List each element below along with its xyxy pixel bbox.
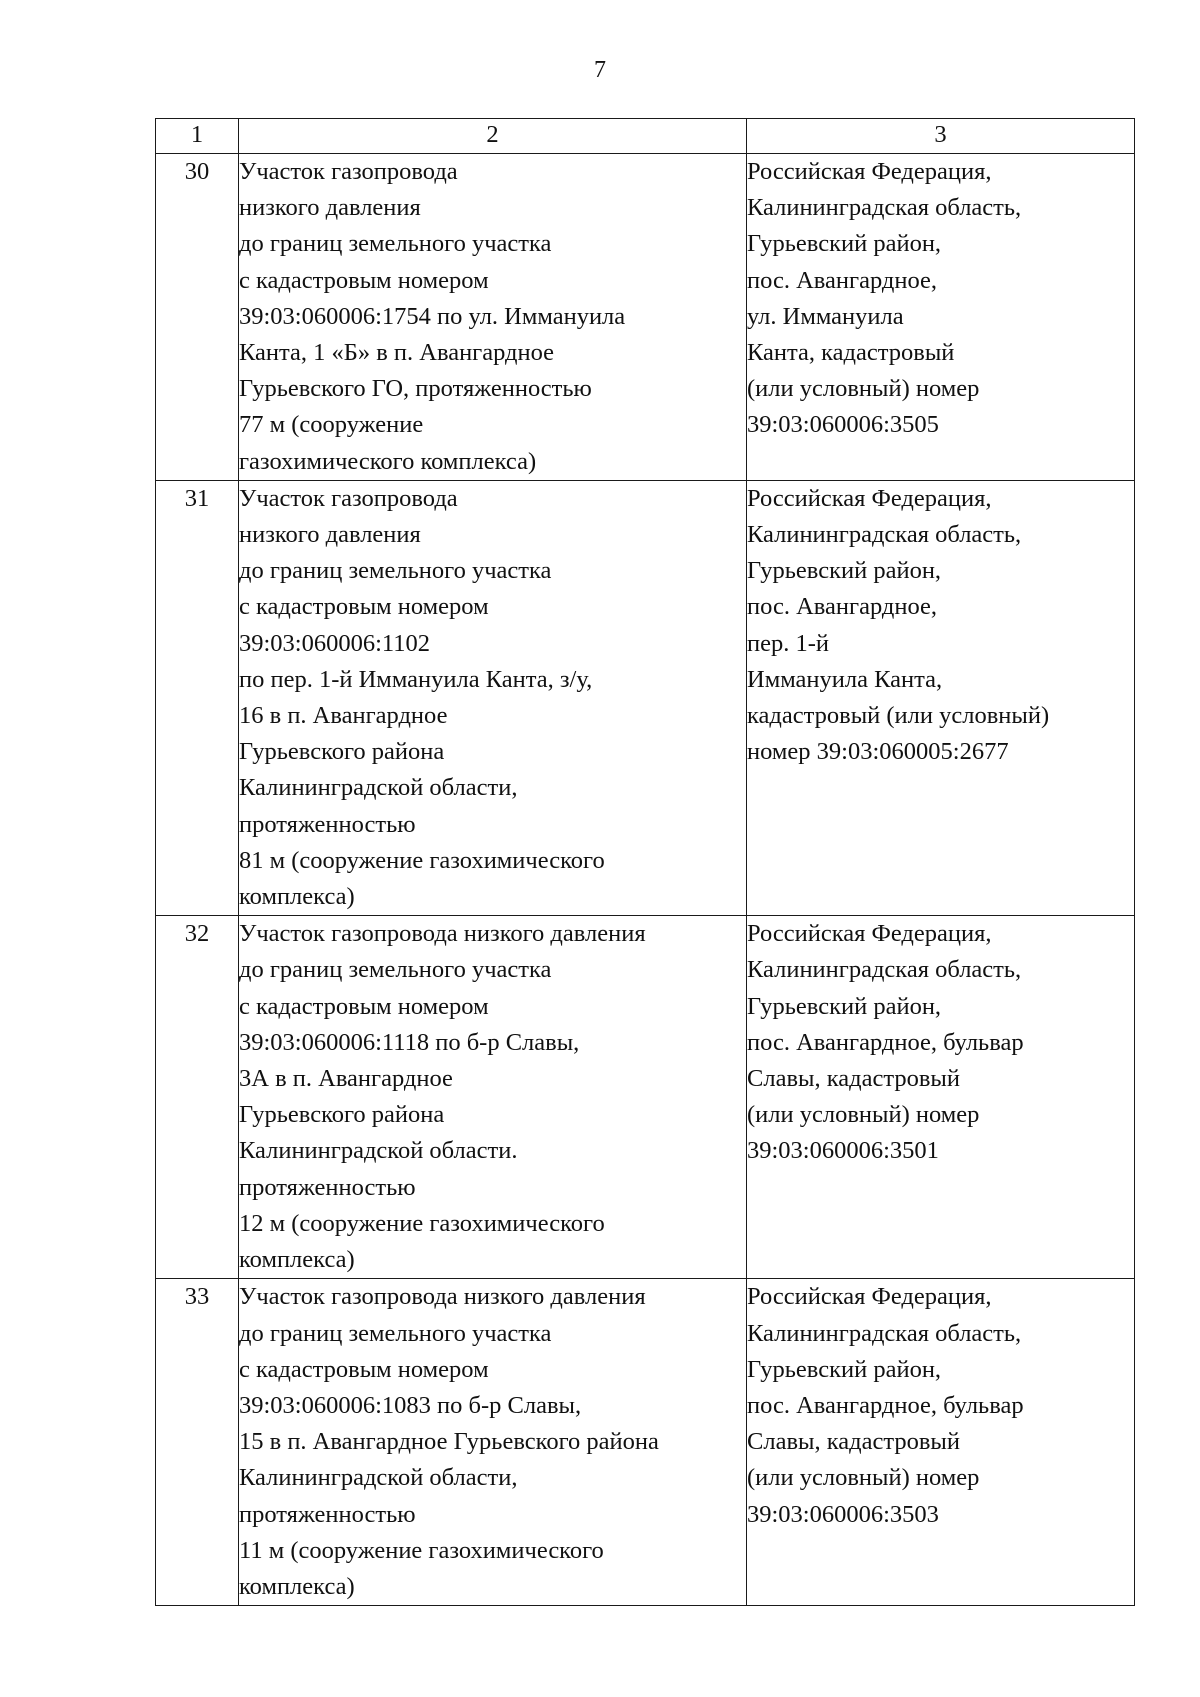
object-description	[239, 916, 747, 1279]
object-address	[747, 480, 1135, 915]
address-line: пос. Авангардное,	[747, 266, 937, 294]
description-line: 81 м (сооружение газохимического	[239, 846, 605, 874]
address-line: пос. Авангардное,	[747, 593, 937, 621]
header-col-2: 2	[239, 119, 747, 154]
object-description	[239, 1279, 747, 1606]
address-line: кадастровый (или условный)	[747, 702, 1050, 730]
row-number: 33	[156, 1279, 239, 1606]
description-line: 39:03:060006:1754 по ул. Иммануила	[239, 302, 626, 330]
description-line: 11 м (сооружение газохимического	[239, 1536, 604, 1564]
address-line: (или условный) номер	[747, 375, 980, 403]
description-line: Калининградской области,	[239, 774, 518, 802]
description-line: низкого давления	[239, 521, 421, 549]
address-line: пос. Авангардное, бульвар	[747, 1028, 1024, 1056]
object-address	[747, 154, 1135, 481]
object-description	[239, 480, 747, 915]
description-line: комплекса)	[239, 1572, 355, 1600]
address-line: Российская Федерация,	[747, 484, 992, 512]
description-line: Гурьевского района	[239, 1101, 445, 1129]
description-line: Калининградской области,	[239, 1464, 518, 1492]
address-line: Гурьевский район,	[747, 230, 942, 258]
description-line: 12 м (сооружение газохимического	[239, 1209, 605, 1237]
description-line: до границ земельного участка	[239, 230, 552, 258]
address-line: Калининградская область,	[747, 521, 1022, 549]
address-line: Гурьевский район,	[747, 1355, 942, 1383]
description-line: Гурьевского ГО, протяженностью	[239, 375, 592, 403]
table-row	[156, 154, 1135, 481]
description-line: комплекса)	[239, 1246, 355, 1274]
description-line: с кадастровым номером	[239, 266, 489, 294]
description-line: протяженностью	[239, 1173, 416, 1201]
description-line: 39:03:060006:1118 по б-р Славы,	[239, 1028, 580, 1056]
address-line: пос. Авангардное, бульвар	[747, 1391, 1024, 1419]
address-line: Славы, кадастровый	[747, 1428, 960, 1456]
description-line: Участок газопровода	[239, 158, 458, 185]
description-line: 3А в п. Авангардное	[239, 1065, 453, 1093]
description-line: протяженностью	[239, 1500, 416, 1528]
description-line: Калининградской области.	[239, 1137, 518, 1165]
address-line: Калининградская область,	[747, 956, 1022, 984]
address-line: Российская Федерация,	[747, 920, 992, 948]
table-row	[156, 916, 1135, 1279]
description-line: Участок газопровода низкого давления	[239, 1283, 646, 1311]
table-header-row	[156, 119, 1135, 154]
table-header	[156, 119, 1135, 154]
object-address	[747, 1279, 1135, 1606]
address-line: Российская Федерация,	[747, 158, 992, 185]
address-line: (или условный) номер	[747, 1101, 980, 1129]
address-line: Иммануила Канта,	[747, 665, 943, 693]
description-line: Гурьевского района	[239, 738, 445, 766]
description-line: по пер. 1-й Иммануила Канта, з/у,	[239, 665, 593, 693]
description-line: 39:03:060006:1102	[239, 629, 431, 657]
row-number: 32	[156, 916, 239, 1279]
address-line: 39:03:060006:3503	[747, 1500, 939, 1528]
header-col-1: 1	[156, 119, 239, 154]
address-line: (или условный) номер	[747, 1464, 980, 1492]
description-line: 15 в п. Авангардное Гурьевского района	[239, 1428, 659, 1456]
address-line: номер 39:03:060005:2677	[747, 738, 1009, 766]
address-line: 39:03:060006:3501	[747, 1137, 939, 1165]
description-line: низкого давления	[239, 194, 421, 222]
description-line: с кадастровым номером	[239, 593, 489, 621]
description-line: 39:03:060006:1083 по б-р Славы,	[239, 1391, 582, 1419]
row-number: 31	[156, 480, 239, 915]
address-line: пер. 1-й	[747, 629, 830, 657]
address-line: Калининградская область,	[747, 194, 1022, 222]
description-line: с кадастровым номером	[239, 992, 489, 1020]
description-line: с кадастровым номером	[239, 1355, 489, 1383]
page-number: 7	[594, 57, 606, 83]
row-number: 30	[156, 154, 239, 481]
table-body	[156, 154, 1135, 1606]
description-line: протяженностью	[239, 810, 416, 838]
table-row	[156, 1279, 1135, 1606]
address-line: Калининградская область,	[747, 1319, 1022, 1347]
description-line: комплекса)	[239, 883, 355, 911]
address-line: ул. Иммануила	[747, 302, 904, 330]
address-line: Гурьевский район,	[747, 992, 942, 1020]
address-line: Гурьевский район,	[747, 557, 942, 585]
address-line: Российская Федерация,	[747, 1283, 992, 1311]
description-line: Участок газопровода	[239, 484, 458, 512]
description-line: до границ земельного участка	[239, 557, 552, 585]
description-line: газохимического комплекса)	[239, 447, 537, 475]
table-row	[156, 480, 1135, 915]
description-line: Участок газопровода низкого давления	[239, 920, 646, 948]
address-line: Канта, кадастровый	[747, 339, 955, 367]
description-line: до границ земельного участка	[239, 956, 552, 984]
property-table	[155, 118, 1135, 1606]
object-address	[747, 916, 1135, 1279]
description-line: Канта, 1 «Б» в п. Авангардное	[239, 339, 555, 367]
object-description	[239, 154, 747, 481]
address-line: 39:03:060006:3505	[747, 411, 939, 439]
description-line: 77 м (сооружение	[239, 411, 424, 439]
description-line: 16 в п. Авангардное	[239, 702, 448, 730]
header-col-3: 3	[747, 119, 1135, 154]
description-line: до границ земельного участка	[239, 1319, 552, 1347]
address-line: Славы, кадастровый	[747, 1065, 960, 1093]
